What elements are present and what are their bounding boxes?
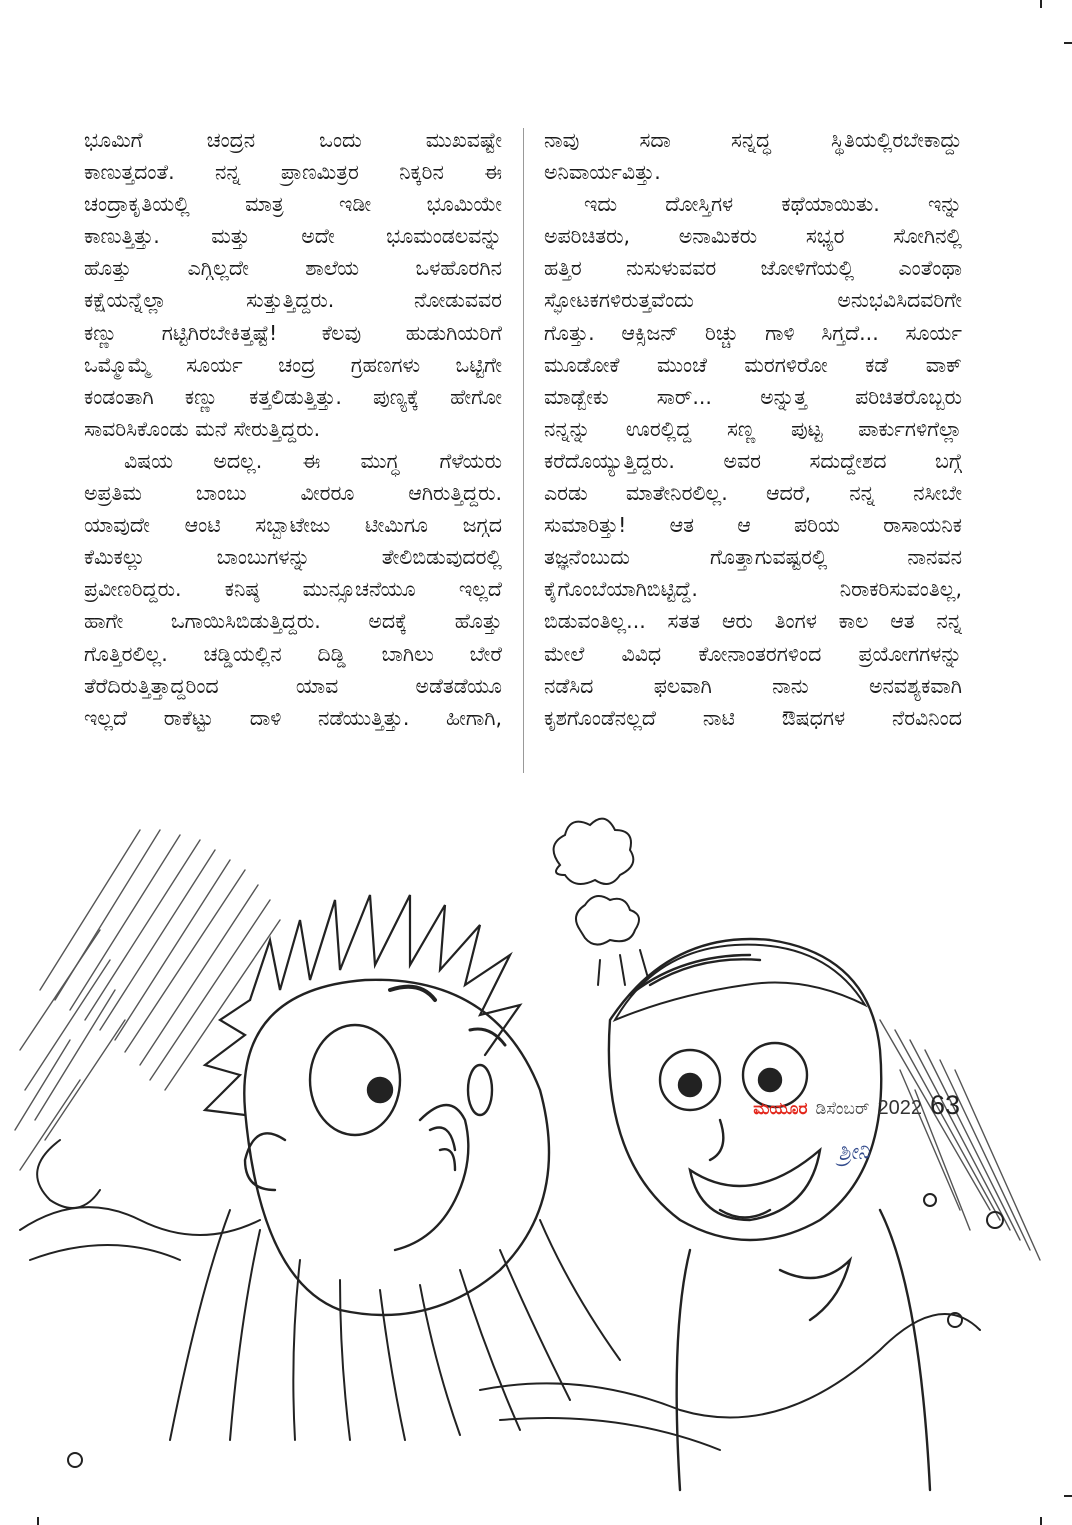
text-line: ಯಾವುದೇ ಆಂಟಿ ಸಬ್ಬಾಟೇಜು ಟೀಮಿಗೂ ಜಗ್ಗದ <box>84 513 502 538</box>
text-line: ವಿಷಯ ಅದಲ್ಲ. ಈ ಮುಗ್ಧ ಗೆಳೆಯರು <box>124 448 502 473</box>
text-line: ಒಮ್ಮೊಮ್ಮೆ ಸೂರ್ಯ ಚಂದ್ರ ಗ್ರಹಣಗಳು ಒಟ್ಟಿಗೇ <box>84 352 502 377</box>
wind-swirls <box>20 1140 1003 1467</box>
text-line: ಹೊತ್ತು ಎಗ್ಗಿಲ್ಲದೇ ಶಾಲೆಯ ಒಳಹೊರಗಿನ <box>84 256 502 281</box>
crop-mark-bottom-left <box>37 1517 39 1525</box>
text-line: ಗೊತ್ತು. ಆಕ್ಸಿಜನ್ ರಿಚ್ಚು ಗಾಳಿ ಸಿಗ್ತದೆ... ಸೂರ್ಯ <box>544 320 962 345</box>
text-line: ಇಲ್ಲದೆ ರಾಕೆಟ್ಟು ದಾಳಿ ನಡೆಯುತ್ತಿತ್ತು. ಹೀಗಾಗಿ, <box>84 705 502 730</box>
text-line: ಮಾಡ್ಬೇಕು ಸಾರ್... ಅನ್ನುತ್ತ ಪರಿಚಿತರೊಬ್ಬರು <box>544 384 962 409</box>
text-line: ಕಂಡಂತಾಗಿ ಕಣ್ಣು ಕತ್ತಲಿಡುತ್ತಿತ್ತು. ಪುಣ್ಯಕ್ಕೆ ಹೇಗೋ <box>84 384 502 409</box>
text-line: ಕರೆದೊಯ್ಯುತ್ತಿದ್ದರು. ಅವರ ಸದುದ್ದೇಶದ ಬಗ್ಗೆ <box>544 448 962 473</box>
article-column-right <box>544 124 962 734</box>
text-line: ಸುಮಾರಿತ್ತು! ಆತ ಆ ಪರಿಯ ರಾಸಾಯನಿಕ <box>544 513 962 538</box>
text-line: ಕಣ್ಣು ಗಟ್ಟಿಗಿರಬೇಕಿತ್ತಷ್ಟೆ! ಕೆಲವು ಹುಡುಗಿಯರಿಗೆ <box>84 320 502 345</box>
article-column-left <box>84 124 502 734</box>
text-line: ತೆರೆದಿರುತ್ತಿತ್ತಾದ್ದರಿಂದ ಯಾವ ಅಡೆತಡೆಯೂ <box>84 673 502 698</box>
hatching-left <box>15 830 280 1170</box>
character-left-shirt <box>170 1210 620 1440</box>
text-line: ನನ್ನನ್ನು ಊರಲ್ಲಿದ್ದ ಸಣ್ಣ ಪುಟ್ಟ ಪಾರ್ಕುಗಳಿಗೆಲ್ಲಾ <box>544 416 962 441</box>
smoke-puffs <box>554 819 648 985</box>
text-line: ಕೆಮಿಕಲ್ಲು ಬಾಂಬುಗಳನ್ನು ತೇಲಿಬಿಡುವುದರಲ್ಲಿ <box>84 545 502 570</box>
text-line: ಹಾಗೇ ಒಗಾಯಿಸಿಬಿಡುತ್ತಿದ್ದರು. ಅದಕ್ಕೆ ಹೊತ್ತು <box>84 609 502 634</box>
text-line: ಪ್ರವೀಣರಿದ್ದರು. ಕನಿಷ್ಠ ಮುನ್ಸೂಚನೆಯೂ ಇಲ್ಲದೆ <box>84 577 502 602</box>
text-line: ಮೇಲೆ ವಿವಿಧ ಕೋನಾಂತರಗಳಿಂದ ಪ್ರಯೋಗಗಳನ್ನು <box>544 641 962 666</box>
text-line: ಇದು ದೋಸ್ತಿಗಳ ಕಥೆಯಾಯಿತು. ಇನ್ನು <box>584 192 962 217</box>
text-line: ಗೊತ್ತಿರಲಿಲ್ಲ. ಚಡ್ಡಿಯಲ್ಲಿನ ದಿಡ್ಡಿ ಬಾಗಿಲು ಬೇರೆ <box>84 641 502 666</box>
crop-mark-top-right <box>1040 0 1042 8</box>
text-line: ಕಾಣುತ್ತಿತ್ತು. ಮತ್ತು ಅದೇ ಭೂಮಂಡಲವನ್ನು <box>84 224 502 249</box>
character-left-face <box>244 980 549 1315</box>
text-line: ಕೈಗೊಂಬೆಯಾಗಿಬಿಟ್ಟಿದ್ದೆ. ನಿರಾಕರಿಸುವಂತಿಲ್ಲ, <box>544 577 962 602</box>
text-line: ತಜ್ಞನೆಂಬುದು ಗೊತ್ತಾಗುವಷ್ಟರಲ್ಲಿ ನಾನವನ <box>544 545 962 570</box>
page-footer <box>753 1090 960 1121</box>
page-number: 63 <box>929 1090 960 1120</box>
character-right <box>609 939 930 1490</box>
text-line: ನಡೆಸಿದ ಫಲವಾಗಿ ನಾನು ಅನವಶ್ಯಕವಾಗಿ <box>544 673 962 698</box>
hatching-right <box>880 1020 1040 1260</box>
crop-mark-bottom-right <box>1040 1517 1042 1525</box>
text-line: ಮೂಡೋಕೆ ಮುಂಚೆ ಮರಗಳಿರೋ ಕಡೆ ವಾಕ್ <box>544 352 962 377</box>
cartoon-illustration <box>0 790 1072 1500</box>
text-line: ಹತ್ತಿರ ನುಸುಳುವವರ ಜೋಳಿಗೆಯಲ್ಲಿ ಎಂತೆಂಥಾ <box>544 256 962 281</box>
issue-year: 2022 <box>877 1097 922 1119</box>
text-line: ಭೂಮಿಗೆ ಚಂದ್ರನ ಒಂದು ಮುಖವಷ್ಟೇ <box>84 128 502 152</box>
text-line: ಬಿಡುವಂತಿಲ್ಲ... ಸತತ ಆರು ತಿಂಗಳ ಕಾಲ ಆತ ನನ್ನ <box>544 609 962 634</box>
text-line: ಕಾಣುತ್ತದಂತೆ. ನನ್ನ ಪ್ರಾಣಮಿತ್ರರ ನಿಕ್ಕರಿನ ಈ <box>84 160 502 185</box>
text-line: ಸ್ಫೋಟಕಗಳಿರುತ್ತವೆಂದು ಅನುಭವಿಸಿದವರಿಗೇ <box>544 288 962 313</box>
text-line: ಅಪರಿಚಿತರು, ಅನಾಮಿಕರು ಸಭ್ಯರ ಸೋಗಿನಲ್ಲಿ <box>544 224 962 249</box>
artist-signature: ಶ್ರೀನಿ <box>837 1138 871 1167</box>
text-line: ಕೃಶಗೊಂಡೆನಲ್ಲದೆ ನಾಟಿ ಔಷಧಗಳ ನೆರವಿನಿಂದ <box>544 705 962 730</box>
text-line: ಕಕ್ಷೆಯನ್ನೆಲ್ಲಾ ಸುತ್ತುತ್ತಿದ್ದರು. ನೋಡುವವರ <box>84 288 502 313</box>
magazine-name: ಮಯೂರ <box>753 1099 808 1119</box>
issue-month: ಡಿಸೆಂಬರ್ <box>815 1099 870 1119</box>
column-divider <box>523 128 524 773</box>
text-line: ನಾವು ಸದಾ ಸನ್ನದ್ಧ ಸ್ಥಿತಿಯಲ್ಲಿರಬೇಕಾದ್ದು <box>544 128 962 152</box>
text-line: ಎರಡು ಮಾತೇನಿರಲಿಲ್ಲ. ಆದರೆ, ನನ್ನ ನಸೀಬೇ <box>544 481 962 506</box>
text-line: ಚಂದ್ರಾಕೃತಿಯಲ್ಲಿ ಮಾತ್ರ ಇಡೀ ಭೂಮಿಯೇ <box>84 192 502 217</box>
text-line: ಸಾವರಿಸಿಕೊಂಡು ಮನೆ ಸೇರುತ್ತಿದ್ದರು. <box>84 416 321 441</box>
crop-mark-right-upper <box>1064 42 1072 44</box>
text-line: ಅನಿವಾರ್ಯವಿತ್ತು. <box>544 160 661 185</box>
text-line: ಅಪ್ರತಿಮ ಬಾಂಬು ವೀರರೂ ಆಗಿರುತ್ತಿದ್ದರು. <box>84 481 502 506</box>
